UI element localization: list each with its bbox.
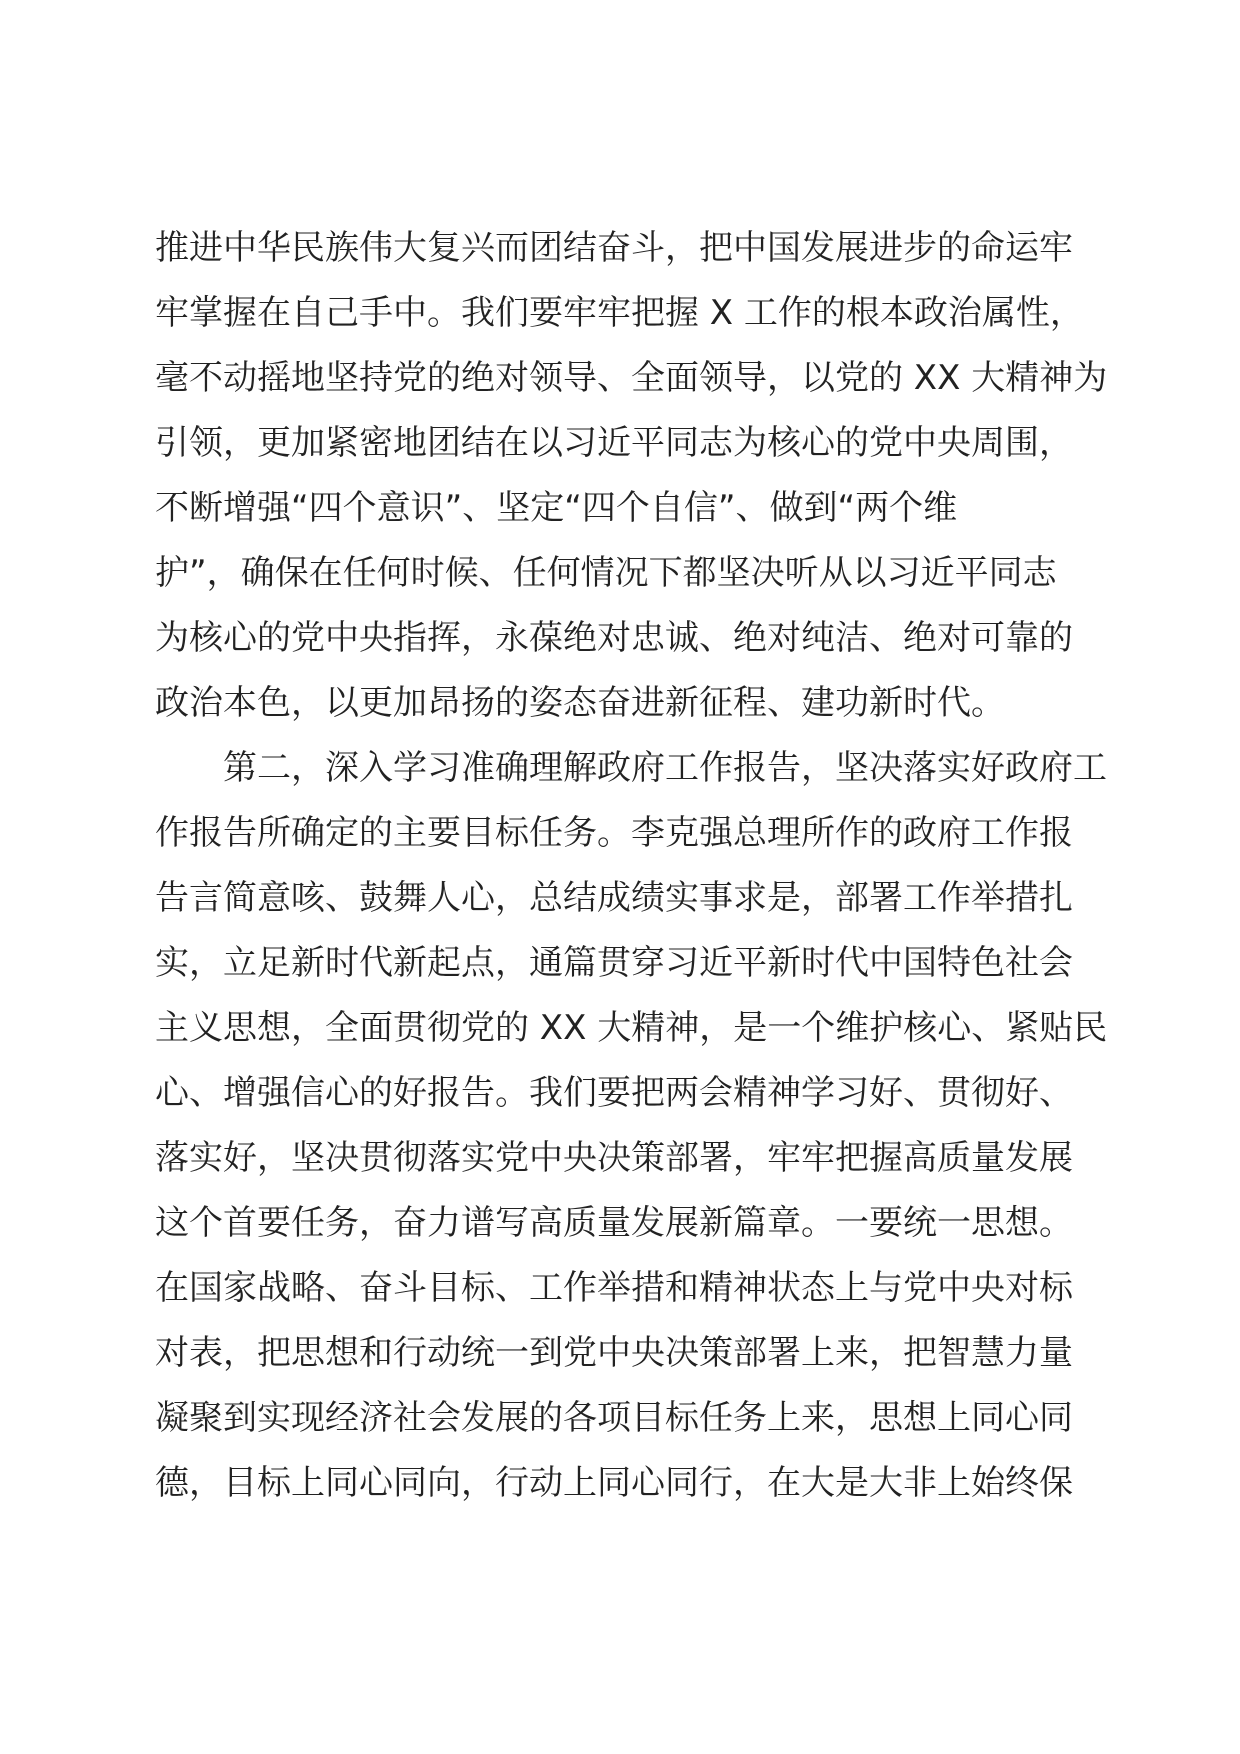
text-line: 推进中华民族伟大复兴而团结奋斗，把中国发展进步的命运牢 — [155, 228, 1073, 268]
text-line: 作报告所确定的主要目标任务。李克强总理所作的政府工作报 — [155, 813, 1073, 853]
text-line: 第二，深入学习准确理解政府工作报告，坚决落实好政府工 — [155, 748, 1107, 788]
text-line: 在国家战略、奋斗目标、工作举措和精神状态上与党中央对标 — [155, 1268, 1073, 1308]
text-line: 牢掌握在自己手中。我们要牢牢把握 X 工作的根本政治属性， — [155, 293, 1084, 333]
text-line: 主义思想，全面贯彻党的 XX 大精神，是一个维护核心、紧贴民 — [155, 1008, 1108, 1048]
text-line: 实，立足新时代新起点，通篇贯穿习近平新时代中国特色社会 — [155, 943, 1073, 983]
text-line: 凝聚到实现经济社会发展的各项目标任务上来，思想上同心同 — [155, 1398, 1073, 1438]
text-line: 这个首要任务，奋力谱写高质量发展新篇章。一要统一思想。 — [155, 1203, 1073, 1243]
text-line: 引领，更加紧密地团结在以习近平同志为核心的党中央周围， — [155, 423, 1073, 463]
text-line: 对表，把思想和行动统一到党中央决策部署上来，把智慧力量 — [155, 1333, 1073, 1373]
text-line: 心、增强信心的好报告。我们要把两会精神学习好、贯彻好、 — [155, 1073, 1073, 1113]
text-line: 为核心的党中央指挥，永葆绝对忠诚、绝对纯洁、绝对可靠的 — [155, 618, 1073, 658]
text-line: 护”，确保在任何时候、任何情况下都坚决听从以习近平同志 — [155, 553, 1057, 593]
text-line: 德，目标上同心同向，行动上同心同行，在大是大非上始终保 — [155, 1463, 1073, 1503]
text-line: 不断增强“四个意识”、坚定“四个自信”、做到“两个维 — [155, 488, 958, 528]
body-text — [155, 216, 1108, 1516]
text-line: 落实好，坚决贯彻落实党中央决策部署，牢牢把握高质量发展 — [155, 1138, 1073, 1178]
text-line: 毫不动摇地坚持党的绝对领导、全面领导，以党的 XX 大精神为 — [155, 358, 1108, 398]
text-line: 告言简意咳、鼓舞人心，总结成绩实事求是，部署工作举措扎 — [155, 878, 1073, 918]
text-line: 政治本色，以更加昂扬的姿态奋进新征程、建功新时代。 — [155, 683, 1005, 723]
